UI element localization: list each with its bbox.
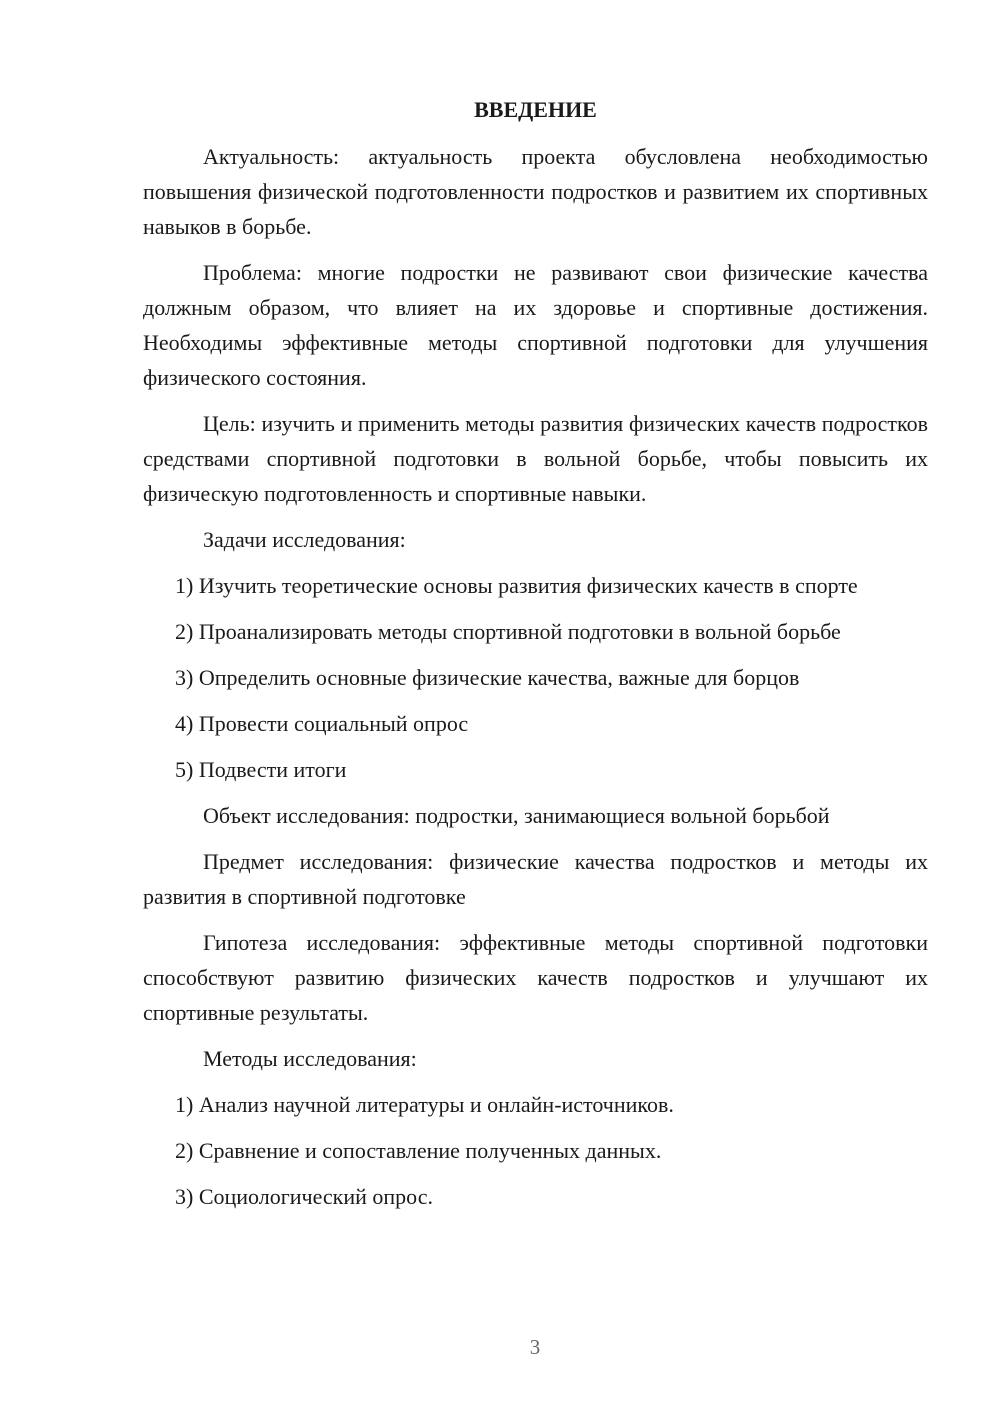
paragraph-relevance: Актуальность: актуальность проекта обусловлена необходимостью повышения физической подготовленности подростков и развитием их спортивных навыков в борьбе. (143, 144, 928, 239)
paragraph-problem: Проблема: многие подростки не развивают свои физические качества должным образом, что влияет на их здоровье и спортивные достижения. Необходимы эффективные методы спортивной подготовки для улучшения физического состояния. (143, 260, 928, 390)
paragraph-object: Объект исследования: подростки, занимающиеся вольной борьбой (203, 803, 830, 828)
list-item-task-3: 3) Определить основные физические качества, важные для борцов (175, 665, 800, 690)
paragraph-subject: Предмет исследования: физические качества подростков и методы их развития в спортивной подготовке (143, 849, 928, 909)
list-item-method-1: 1) Анализ научной литературы и онлайн-источников. (175, 1092, 674, 1117)
list-item-method-2: 2) Сравнение и сопоставление полученных данных. (175, 1138, 662, 1163)
page-number: 3 (529, 1335, 541, 1359)
page-content (143, 94, 928, 1225)
paragraph-goal: Цель: изучить и применить методы развития физических качеств подростков средствами спортивной подготовки в вольной борьбе, чтобы повысить их физическую подготовленность и спортивные навыки. (143, 411, 928, 506)
tasks-heading: Задачи исследования: (203, 527, 406, 552)
list-item-method-3: 3) Социологический опрос. (175, 1184, 433, 1209)
paragraph-hypothesis: Гипотеза исследования: эффективные методы спортивной подготовки способствуют развитию физических качеств подростков и улучшают их спортивные результаты. (143, 930, 928, 1025)
methods-heading: Методы исследования: (203, 1046, 417, 1071)
page-title: ВВЕДЕНИЕ (474, 97, 597, 122)
list-item-task-2: 2) Проанализировать методы спортивной подготовки в вольной борьбе (175, 619, 841, 644)
list-item-task-1: 1) Изучить теоретические основы развития физических качеств в спорте (175, 573, 858, 598)
list-item-task-4: 4) Провести социальный опрос (175, 711, 469, 736)
list-item-task-5: 5) Подвести итоги (175, 757, 347, 782)
